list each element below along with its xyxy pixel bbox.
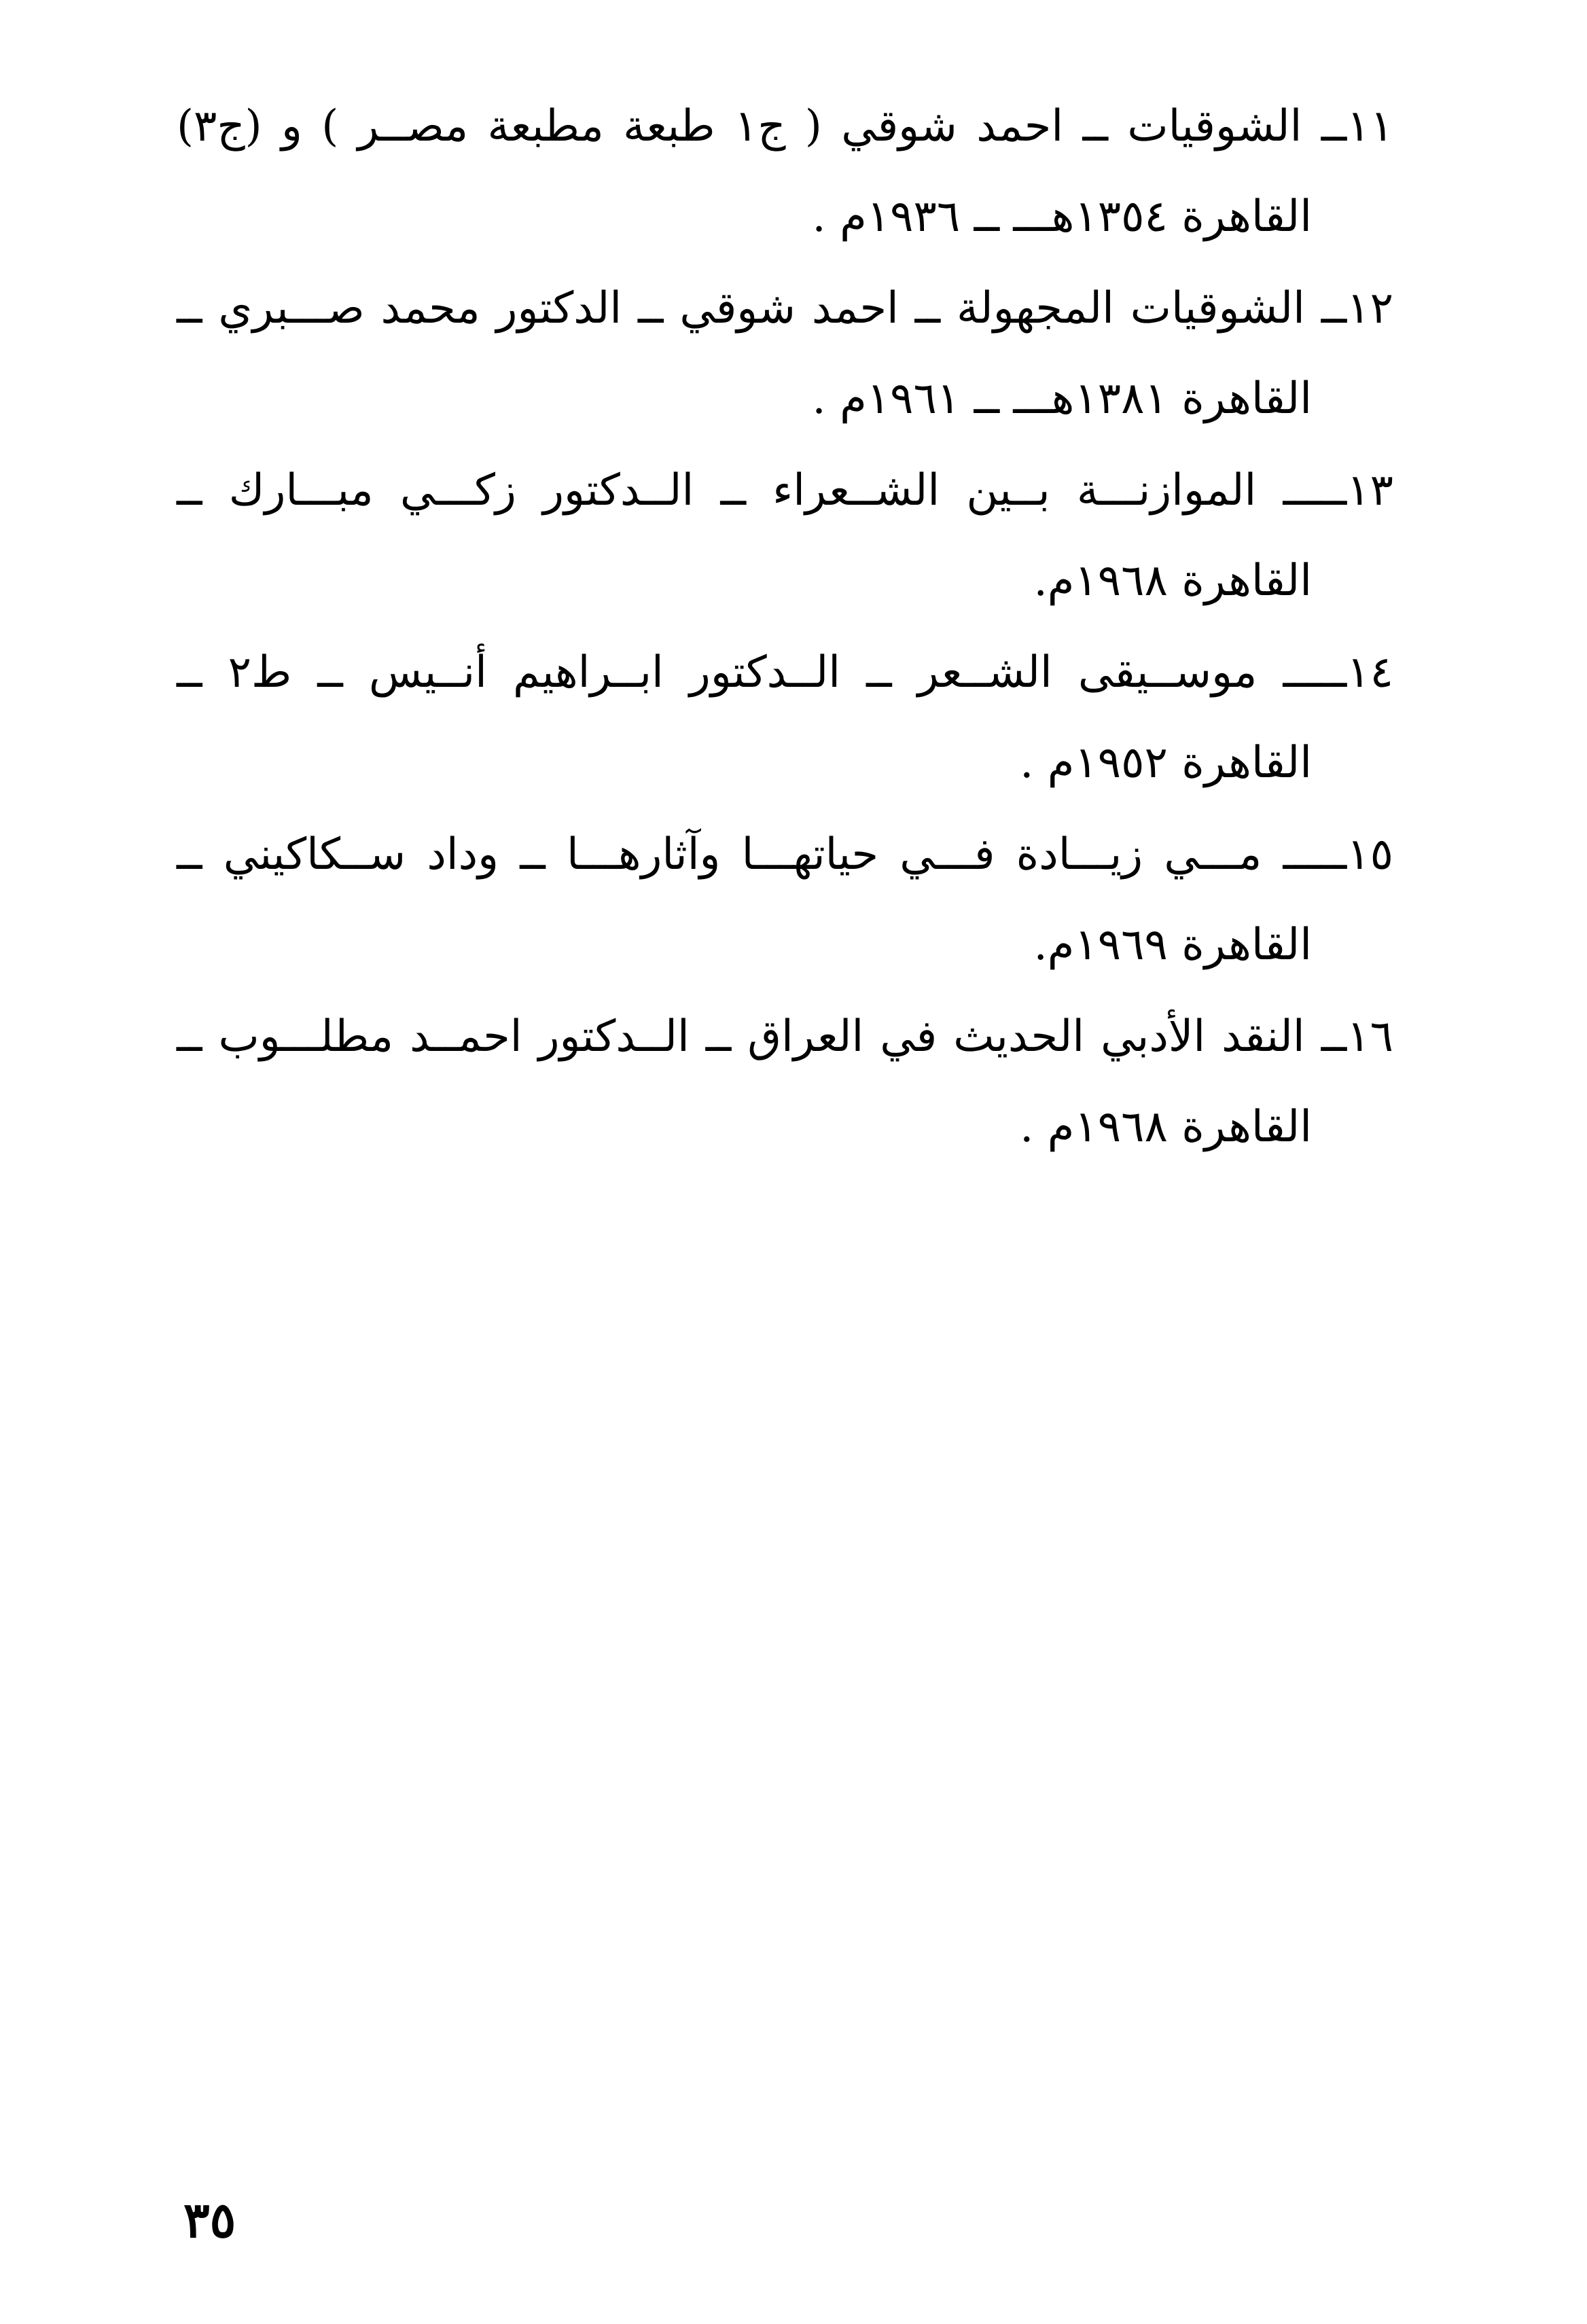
reference-publication-line: القاهرة ١٩٦٩م.	[1033, 920, 1312, 970]
reference-publication-line: القاهرة ١٩٥٢م .	[1020, 738, 1312, 788]
reference-entry-15	[177, 810, 1393, 990]
reference-title-line: ١١ــ الشوقيات ــ احمد شوقي ( ج١ طبعة مطبعة مصــر ) و (ج٣)	[177, 101, 1393, 151]
reference-title-line: ١٣ـــــ الموازنـــة بــين الشــعراء ــ الــدكتور زكـــي مبـــارك ــ	[177, 465, 1393, 516]
references-list	[177, 82, 1393, 1174]
reference-publication-line: القاهرة ١٩٦٨م.	[1033, 556, 1312, 606]
reference-entry-14	[177, 628, 1393, 808]
reference-entry-13	[177, 446, 1393, 626]
reference-entry-12	[177, 264, 1393, 444]
reference-publication-line: القاهرة ١٣٥٤هـــ ــ ١٩٣٦م .	[812, 192, 1312, 242]
reference-entry-16	[177, 992, 1393, 1173]
reference-title-line: ١٦ــ النقد الأدبي الحديث في العراق ــ الــدكتور احمــد مطلـــوب ــ	[177, 1012, 1393, 1062]
reference-entry-11	[177, 82, 1393, 262]
reference-title-line: ١٢ــ الشوقيات المجهولة ــ احمد شوقي ــ الدكتور محمد صـــبري ــ	[177, 283, 1393, 334]
reference-publication-line: القاهرة ١٩٦٨م .	[1020, 1102, 1312, 1152]
page-number: ٣٥	[183, 2191, 236, 2249]
reference-title-line: ١٥ـــــ مـــي زيـــادة فـــي حياتهـــا وآثارهـــا ــ وداد ســكاكيني ــ	[177, 829, 1393, 880]
reference-title-line: ١٤ـــــ موســيقى الشــعر ــ الــدكتور ابــراهيم أنــيس ــ ط٢ ــ	[177, 647, 1394, 698]
reference-publication-line: القاهرة ١٣٨١هـــ ــ ١٩٦١م .	[812, 374, 1312, 424]
